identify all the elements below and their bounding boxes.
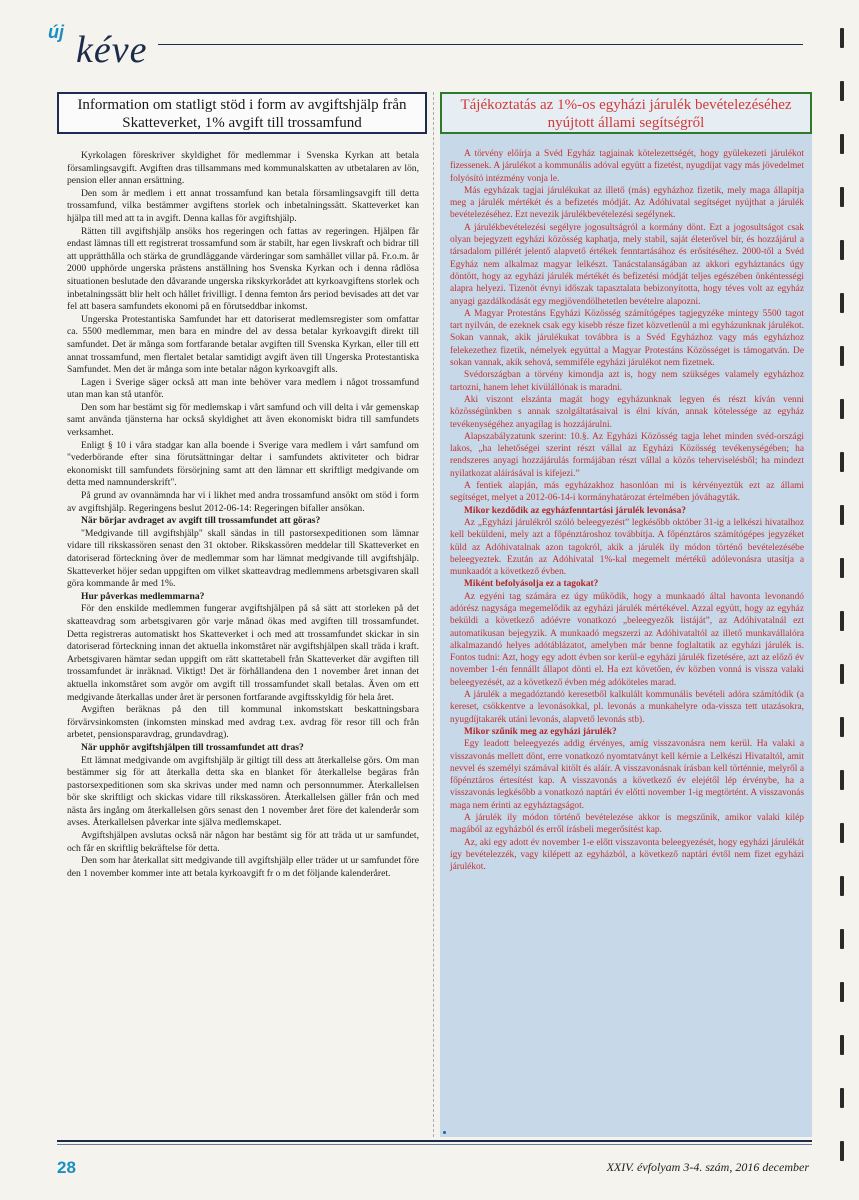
paragraph: A járulék ily módon történő bevételezése akkor is megszűnik, amikor valaki kilép magából az egyházból és erről írásbeli megerősítést kap.: [450, 813, 804, 836]
swedish-body: [57, 134, 427, 880]
section-heading: Mikor szűnik meg az egyházi járulék?: [464, 726, 617, 737]
binding-hole: [840, 134, 844, 154]
paragraph: A Magyar Protestáns Egyházi Közösség számítógépes tagjegyzéke mintegy 5500 tagot tart nyilván, de ezeknek csak egy kisebb része fizet közvetlenül a mi egyházunknak járulékot. Sokan vannak, akik járulékukat továbbra is a Svéd Egyházhoz vagy más egyházhoz felekezethez fizetik, némelyek egyúttal a Magyar Protestáns Közösséget is támogatván. De sokan vannak, akik sehová, semmiféle egyházi járulékot nem fizetnek.: [450, 308, 804, 369]
footer-rule-thin: [57, 1144, 812, 1145]
binding-hole: [840, 1035, 844, 1055]
issue-info: XXIV. évfolyam 3-4. szám, 2016 december: [606, 1160, 809, 1174]
footer-rule: [57, 1140, 812, 1142]
binding-hole: [840, 982, 844, 1002]
paragraph: Más egyházak tagjai járulékukat az illető (más) egyházhoz fizetik, mely maga állapítja meg a járulék mértékét és a befizetés módját. Az Adóhivatal segítséget nyújthat a járulék bevételezéséhez. Ezt nevezik járulékbevételezési segélynek.: [450, 185, 804, 221]
binding-hole: [840, 664, 844, 684]
binding-hole: [840, 717, 844, 737]
section-heading: Mikor kezdődik az egyházfenntartási járulék levonása?: [464, 505, 686, 516]
binding-hole: [840, 81, 844, 101]
paragraph: Alapszabályzatunk szerint: 10.§. Az Egyházi Közösség tagja lehet minden svéd-országi lakos, „ha lehetőségei szerint részt vállal az Egyházi Közösség tevékenységében; ha rendszeres anyagi hozzájárulás formájában részt vállal a közös teherviselésből; ha mindezt nyilatkozat aláírásával is kifejezi.”: [450, 431, 804, 479]
binding-hole: [840, 28, 844, 48]
section-heading: När börjar avdraget av avgift till trossamfundet att göras?: [81, 515, 321, 527]
paragraph: Egy leadott beleegyezés addig érvényes, amíg visszavonásra nem kerül. Ha valaki a visszavonás mellett dönt, erre vonatkozó nyomtatványt kell kérnie a Lelkészi Hivataltól, amit nevvel és személyi számával kitölt és aláír. A visszavonásnak írásban kell történnie, melyről a főpénztáros értesítést kap. A visszavonás a következő év elejétől lép érvénybe, ha a visszavonás legkésőbb a vonatkozó naptári év előtti november 1-ig megtörtént. A visszavonás maga nem érinti az egyháztagságot.: [450, 739, 804, 811]
paragraph: A törvény előírja a Svéd Egyház tagjainak kötelezettségét, hogy gyülekezeti járulékot fizessenek. A járulékot a kommunális adóval együtt a fizetést, nyugdíjat vagy más jövedelmet folyósító intézmény vonja le.: [450, 149, 804, 184]
binding-hole: [840, 823, 844, 843]
paragraph: Aki viszont elszánta magát hogy egyházunknak legyen és részt kíván venni közösségünkben s annak szolgáltatásaival is élni kíván, annak kötelessége az egyház tevékenységéhez anyagilag is hozzájárulni.: [450, 394, 804, 430]
paragraph: Enligt § 10 i våra stadgar kan alla boende i Sverige vara medlem i vårt samfund om "vederbörande efter sina förutsättningar deltar i samfundets aktiviteter och bidrar ekonomiskt till samfundets försörjning samt att den lämnar ett skriftligt medgivande om detta med namnunderskrift".: [67, 439, 419, 489]
paragraph: Avgiftshjälpen avslutas också när någon har bestämt sig för att träda ut ur samfundet, och får en skriftlig bekräftelse för detta.: [67, 830, 419, 854]
hungarian-column: [440, 92, 812, 1137]
hungarian-title: Tájékoztatás az 1%-os egyházi járulék bevételezéséhez nyújtott állami segítségről: [440, 92, 812, 134]
binding-hole: [840, 240, 844, 260]
paragraph: Kyrkolagen föreskriver skyldighet för medlemmar i Svenska Kyrkan att betala församlingsavgift. Avgiften dras tillsammans med kommunalskatten av utbetalaren av lön, pension eller annan ersättning.: [67, 150, 419, 187]
paragraph: "Medgivande till avgiftshjälp" skall sändas in till pastorsexpeditionen som lämnar vidare till rikskassören senast den 31 oktober. Rikskassören meddelar till Skatteverket en datoriserad förteckning över de medlemmar som har lämnat medgivande till avgiftshjälp. Skatteverket höjer sedan uppgiften om vilket skatteavdrag medlemmens arbetsgivaren skall göra kommande år med 1%.: [67, 527, 419, 590]
paragraph: Az „Egyházi járulékról szóló beleegyezést” legkésőbb október 31-ig a lelkészi hivatalhoz kell beküldeni, mely azt a főpénztároshoz továbbítja. A főpénztáros számítógépes jegyzéket küld az Adóhivatalnak azon tagokról, akik a járulék ily módon történő bevételezésébe beleegyeztek. Ezután az Adóhivatal 1%-kal megemelt mértékű adólevonásra utasítja a munkaadót a következő évben.: [450, 517, 804, 578]
paragraph: Den som har återkallat sitt medgivande till avgiftshjälp eller träder ut ur samfundet före den 1 november kommer inte att betala kyrkoavgift fr o m det följande kalenderåret.: [67, 855, 419, 879]
binding-hole: [840, 1088, 844, 1108]
masthead-title: kéve: [76, 29, 148, 71]
paragraph: Svédországban a törvény kimondja azt is, hogy nem szükséges valamely egyházhoz tartozni, hanem lehet kívülállónak is maradni.: [450, 370, 804, 393]
masthead-rule: [158, 44, 803, 45]
binding-hole: [840, 346, 844, 366]
blue-dot: [443, 1131, 446, 1134]
page-number: 28: [57, 1158, 76, 1177]
paragraph: A fentiek alapján, más egyházakhoz hasonlóan mi is kérvényeztük ezt az állami segítséget, melyet a 2012-06-14-i kormányhatározat értelmében jóváhagyták.: [450, 481, 804, 504]
paragraph: Den som är medlem i ett annat trossamfund kan betala församlingsavgift till detta trossamfund, vilka bestämmer avgiftens storlek och inbetalningssätt. Skatteverket kan hjälpa till med att ta in avgift. Denna kallas för avgiftshjälp.: [67, 187, 419, 224]
swedish-column: [57, 92, 427, 1137]
binding-hole: [840, 187, 844, 207]
binding-hole: [840, 1141, 844, 1161]
binding-holes: [840, 20, 848, 1180]
binding-hole: [840, 293, 844, 313]
paragraph: Ungerska Protestantiska Samfundet har ett datoriserat medlemsregister som omfattar ca. 5500 medlemmar, men bara en mindre del av dessa betalar kyrkoavgift direkt till samfundet. Det är många som fortfarande betalar avgiften till Svenska Kyrkan, eller till ett annat trossamfund, men flertalet betalar samtidigt avgift även till Ungerska Protestantiska Samfundet. Men det är många som inte betalar någon kyrkoavgift alls.: [67, 313, 419, 376]
paragraph: A járulék a megadóztandó keresetből kalkulált kommunális bevételi adóra számítódik (a kereset, csökkentve a levonásokkal, pl. levonás a munkahelyre oda-vissza tett utazásokra, nyugdíjtakarék utáni levonás, alapvető levonás stb).: [450, 690, 804, 725]
section-heading: När upphör avgiftshjälpen till trossamfundet att dras?: [81, 741, 304, 753]
paragraph: Lagen i Sverige säger också att man inte behöver vara medlem i något trossamfund utan man kan stå utanför.: [67, 376, 419, 401]
masthead: [40, 22, 820, 70]
binding-hole: [840, 929, 844, 949]
section-heading: Hur påverkas medlemmarna?: [81, 590, 205, 602]
paragraph: För den enskilde medlemmen fungerar avgiftshjälpen på så sätt att storleken på det skatteavdrag som arbetsgivaren gör varje månad ökas med avgiften till trossamfundet. Detta registreras automatiskt hos Skatteverket i och med att trossamfundet skickar in sin datoriserad förteckning innan det aktuella inkomståret när avgiftshjälpen skall träda i kraft. Arbetsgivaren hämtar sedan uppgift om rätt skattetabell från Skatteverket där avgiften till trossamfundet är inräknad. Viktigt! Det är förhållandena den 1 november året innan det aktuella inkomståret som avgör om avgift till trossamfundet skall betalas. Även om ett medgivande återkallas under året är personen fortfarande avgiftsskyldig för hela året.: [67, 603, 419, 703]
paragraph: Den som har bestämt sig för medlemskap i vårt samfund och vill delta i vår gemenskap samt använda tjänsterna har också skyldighet att även ekonomiskt bidra till samfundets verksamhet.: [67, 401, 419, 439]
masthead-prefix: új: [48, 22, 64, 42]
paragraph: Ett lämnat medgivande om avgiftshjälp är giltigt till dess att återkallelse görs. Om man bestämmer sig för att återkalla detta ska en blanket för återkallelse begäras från pastorsexpeditionen som ska skrivas under med namn och personnummer. Återkallelsen bör ske skriftligt och skickas vidare till rikskassören. Återkallelsen gäller från och med nästa års ingång om återkallelsen görs senast den 1 november året före det kalenderår som avses. Återkallelsen påverkar inte själva medlemskapet.: [67, 754, 419, 829]
paragraph: På grund av ovannämnda har vi i likhet med andra trossamfund ansökt om stöd i form av avgiftshjälp. Regeringens beslut 2012-06-14: Regeringen bifaller ansökan.: [67, 490, 419, 514]
hungarian-body: [440, 134, 812, 874]
paragraph: Az egyéni tag számára ez úgy működik, hogy a munkaadó által havonta levonandó adórész nagysága megemelődik az egyházi járulék mértékével. Azzal együtt, hogy az egyház beküldi a következő adóévre vonatkozó „beleegyezők listáját”, az Adóhivatalnál ezt automatikusan bejegyzik. A munkaadó megszerzi az Adóhivataltól az illető munkavállalóra alkalmazandó helyes adótáblázatot, amelyben már benne foglaltatik az egyházi járulék is. Fontos tudni: Azt, hogy egy adott évben sor kerül-e egyházi járulék fizetésére, azt az előző év november 1-én fennállt állapot dönti el. Ha ezt követően, év közben vonná is vissza valaki beleegyezését, az a következő évben még adóköteles marad.: [450, 591, 804, 688]
binding-hole: [840, 770, 844, 790]
swedish-title: Information om statligt stöd i form av avgiftshjälp från Skatteverket, 1% avgift till trossamfund: [57, 92, 427, 134]
binding-hole: [840, 505, 844, 525]
paragraph: Avgiften beräknas på den till kommunal inkomstskatt beskattningsbara förvärvsinkomsten (inkomsten minskad med avdrag t.ex. avdrag för resor till och från arbetet, pensionsparavdrag, grundavdrag).: [67, 704, 419, 741]
binding-hole: [840, 876, 844, 896]
binding-hole: [840, 399, 844, 419]
section-heading: Miként befolyásolja ez a tagokat?: [464, 579, 599, 590]
binding-hole: [840, 452, 844, 472]
column-separator: [433, 92, 434, 1137]
paragraph: Az, aki egy adott év november 1-e előtt visszavonta beleegyezését, hogy egyházi járulékát így bevételezzék, vagy kilépett az egyházból, a következő naptári évtől nem fizet egyházi járulékot.: [450, 837, 804, 873]
paragraph: Rätten till avgiftshjälp ansöks hos regeringen och fattas av regeringen. Hjälpen får endast lämnas till ett registrerat trossamfund som är stabilt, har egen livskraft och bidrar till att upprätthålla och stärka de grundläggande värderingar som samhället villar på. Fr.o.m. år 2000 upphörde ungerska prästens anställning hos Svenska Kyrkan och i denna rådlösa situationen beslutade den dåvarande ungerska rikskyrkorådet att kyrkoavgiftens storlek och inbetalningssätt blir helt och hållet frivilligt. I denna femton års period bevisades att det var fel att basera samfundets ekonomi på en förutseddbar inkomst.: [67, 225, 419, 313]
binding-hole: [840, 558, 844, 578]
paragraph: A járulékbevételezési segélyre jogosultságról a kormány dönt. Ezt a jogosultságot csak olyan bejegyzett egyházi közösség kaphatja, mely stabil, saját életerővel bír, és hozzájárul a társadalom pillérét jelentő alapvető értékek fenntartásához és erősítéséhez. 2000-től a Svéd Egyház nem alkalmaz magyar lelkészt. Tanácstalanságában az akkori egyháztanács úgy döntött, hogy az egyházi járulék mértékét és befizetési módját teljes egészében önkéntességi alapra helyezi. Tizenöt évnyi időszak tapasztalata bebizonyította, hogy téves volt az egyház anyagi gazdálkodását egy megjövendölhetetlen bevételre alapozni.: [450, 222, 804, 307]
binding-hole: [840, 611, 844, 631]
